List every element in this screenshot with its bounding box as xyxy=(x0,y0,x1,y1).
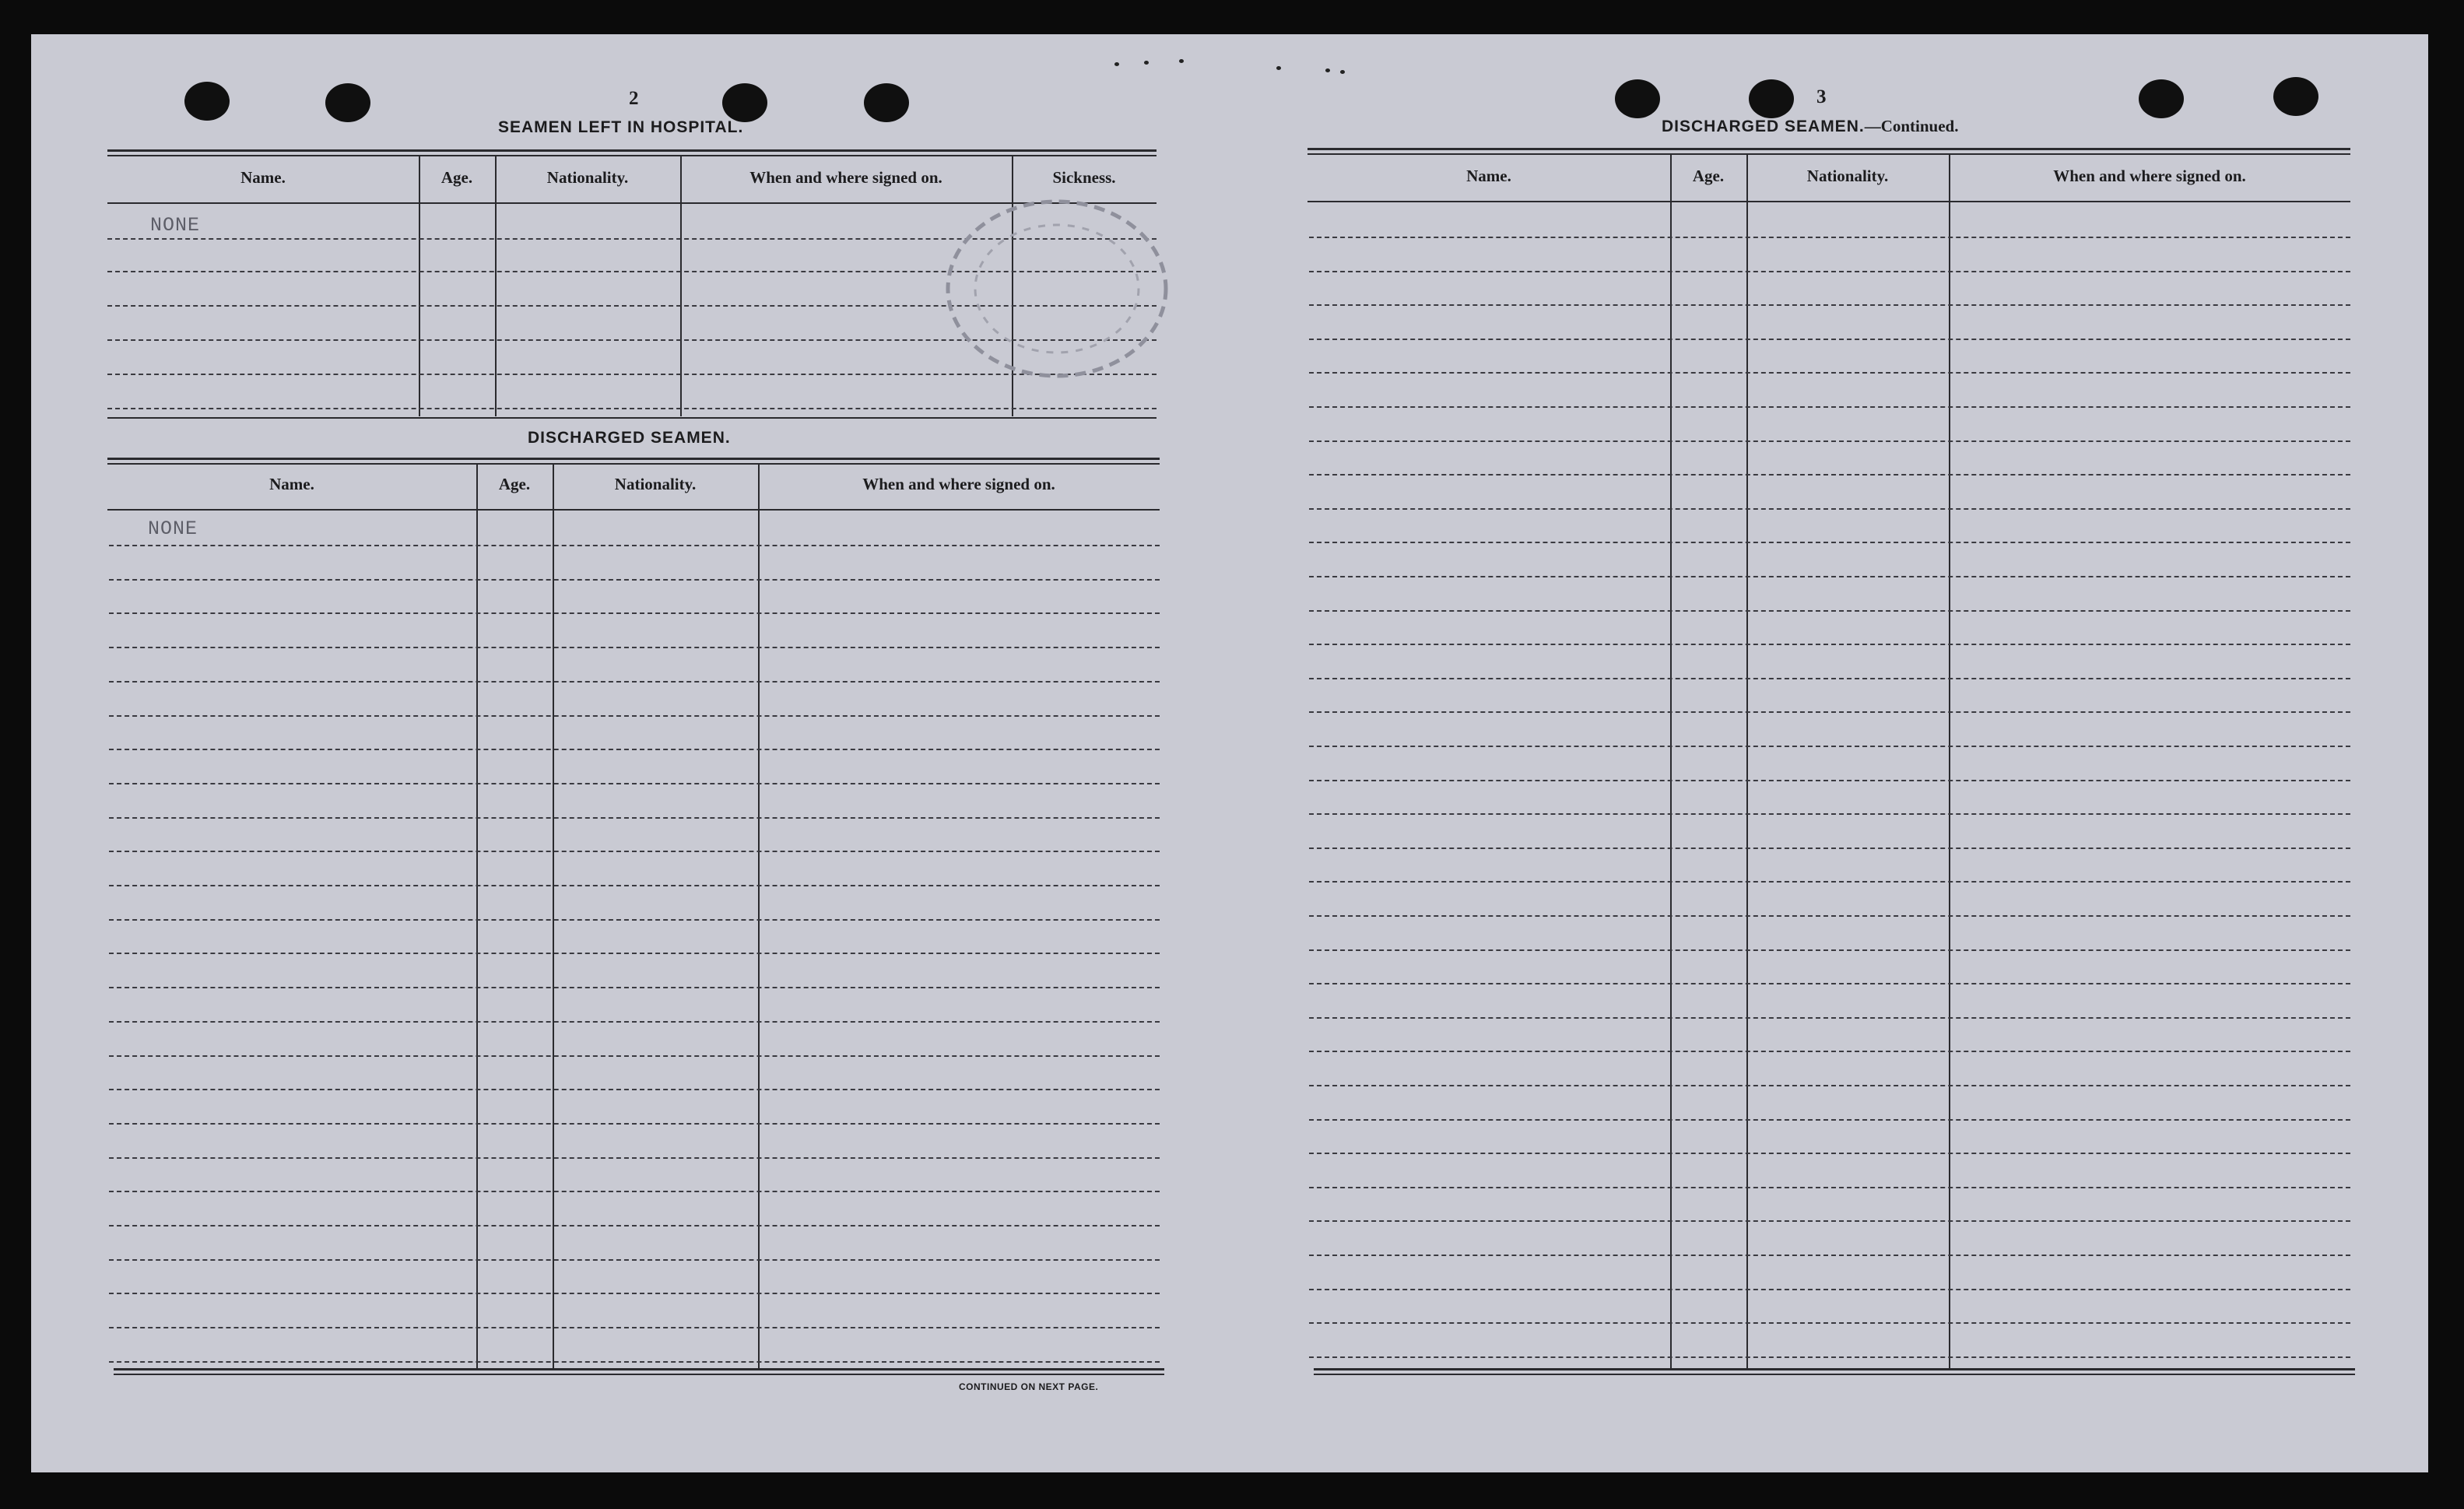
right-row-line xyxy=(1309,1153,2350,1154)
punch-hole xyxy=(864,83,909,122)
hospital-col-signed-on: When and where signed on. xyxy=(749,168,942,187)
discharged-row-line xyxy=(109,1225,1160,1227)
right-col-nationality: Nationality. xyxy=(1806,167,1889,185)
discharged-row-line xyxy=(109,817,1160,819)
discharged-col-name: Name. xyxy=(269,475,314,493)
ink-speck xyxy=(1276,66,1281,70)
right-row-line xyxy=(1309,1356,2350,1358)
hospital-section-title: SEAMEN LEFT IN HOSPITAL. xyxy=(498,118,744,136)
discharged-table-top-rule xyxy=(107,458,1160,460)
right-row-line xyxy=(1309,271,2350,272)
ink-speck xyxy=(1144,61,1149,65)
right-row-line xyxy=(1309,711,2350,713)
right-table-bottom-rule xyxy=(1314,1374,2355,1375)
discharged-row-line xyxy=(109,1055,1160,1057)
right-row-line xyxy=(1309,372,2350,374)
hospital-col-divider xyxy=(495,156,497,416)
hospital-col-age: Age. xyxy=(441,168,473,187)
right-row-line xyxy=(1309,678,2350,679)
right-header-rule xyxy=(1307,201,2350,202)
right-row-line xyxy=(1309,746,2350,747)
right-row-line xyxy=(1309,847,2350,849)
right-row-line xyxy=(1309,1085,2350,1086)
right-row-line xyxy=(1309,1220,2350,1222)
faint-circular-stamp xyxy=(940,191,1174,386)
discharged-col-nationality: Nationality. xyxy=(614,475,697,493)
discharged-col-signed-on: When and where signed on. xyxy=(862,475,1055,493)
discharged-col-divider xyxy=(476,464,478,1368)
continued-on-next-page: CONTINUED ON NEXT PAGE. xyxy=(959,1381,1099,1392)
right-row-line xyxy=(1309,780,2350,781)
right-row-line xyxy=(1309,508,2350,510)
discharged-section-title: DISCHARGED SEAMEN. xyxy=(528,429,731,447)
right-row-line xyxy=(1309,542,2350,543)
discharged-col-age: Age. xyxy=(498,475,531,493)
ink-speck xyxy=(1325,68,1330,72)
discharged-row-line xyxy=(109,612,1160,614)
hospital-col-divider xyxy=(419,156,420,416)
right-col-divider xyxy=(1949,154,1950,1368)
right-col-signed-on: When and where signed on. xyxy=(2053,167,2246,185)
discharged-col-divider xyxy=(758,464,760,1368)
discharged-row-line xyxy=(109,783,1160,784)
ledger-sheet xyxy=(31,34,2428,1472)
hospital-table-bottom-rule xyxy=(107,417,1157,419)
punch-hole xyxy=(1749,79,1794,118)
right-row-line xyxy=(1309,813,2350,815)
discharged-entry-none: NONE xyxy=(148,518,198,540)
right-table-bottom-rule xyxy=(1314,1368,2355,1370)
right-row-line xyxy=(1309,237,2350,238)
right-row-line xyxy=(1309,1187,2350,1188)
discharged-row-line xyxy=(109,1293,1160,1294)
discharged-row-line xyxy=(109,1259,1160,1261)
discharged-row-line xyxy=(109,987,1160,988)
discharged-row-line xyxy=(109,749,1160,750)
right-row-line xyxy=(1309,474,2350,476)
right-row-line xyxy=(1309,1017,2350,1019)
discharged-row-line xyxy=(109,1021,1160,1023)
right-col-divider xyxy=(1670,154,1672,1368)
ink-speck xyxy=(1340,70,1345,74)
right-col-divider xyxy=(1746,154,1748,1368)
right-row-line xyxy=(1309,1322,2350,1324)
hospital-col-name: Name. xyxy=(240,168,286,187)
hospital-table-top-rule xyxy=(107,149,1157,152)
right-row-line xyxy=(1309,1119,2350,1121)
page-number-left: 2 xyxy=(629,88,639,109)
punch-hole xyxy=(1615,79,1660,118)
discharged-continued-title-suffix: —Continued. xyxy=(1864,117,1959,135)
hospital-entry-none: NONE xyxy=(150,214,201,237)
right-col-name: Name. xyxy=(1466,167,1511,185)
right-row-line xyxy=(1309,1051,2350,1052)
punch-hole xyxy=(2273,77,2318,116)
discharged-row-line xyxy=(109,1327,1160,1328)
discharged-row-line xyxy=(109,885,1160,886)
discharged-row-line xyxy=(109,851,1160,852)
discharged-row-line xyxy=(109,545,1160,546)
discharged-table-bottom-rule xyxy=(114,1368,1164,1370)
right-row-line xyxy=(1309,610,2350,612)
discharged-table-bottom-rule xyxy=(114,1374,1164,1375)
discharged-row-line xyxy=(109,715,1160,717)
discharged-col-divider xyxy=(553,464,554,1368)
discharged-row-line xyxy=(109,1089,1160,1090)
right-table-top-rule xyxy=(1307,153,2350,155)
hospital-row-line xyxy=(107,408,1157,409)
hospital-col-divider xyxy=(680,156,682,416)
discharged-row-line xyxy=(109,1157,1160,1159)
right-row-line xyxy=(1309,339,2350,340)
right-row-line xyxy=(1309,915,2350,917)
right-row-line xyxy=(1309,576,2350,577)
discharged-table-top-rule xyxy=(107,463,1160,465)
punch-hole xyxy=(184,82,230,121)
punch-hole xyxy=(722,83,767,122)
discharged-row-line xyxy=(109,681,1160,683)
discharged-row-line xyxy=(109,1361,1160,1363)
right-row-line xyxy=(1309,440,2350,442)
punch-hole xyxy=(2139,79,2184,118)
right-col-age: Age. xyxy=(1692,167,1725,185)
hospital-col-nationality: Nationality. xyxy=(546,168,629,187)
right-row-line xyxy=(1309,304,2350,306)
discharged-row-line xyxy=(109,579,1160,581)
hospital-col-sickness: Sickness. xyxy=(1052,168,1116,187)
page-number-right: 3 xyxy=(1816,86,1827,107)
right-row-line xyxy=(1309,644,2350,645)
punch-hole xyxy=(325,83,370,122)
right-row-line xyxy=(1309,983,2350,984)
right-row-line xyxy=(1309,1289,2350,1290)
discharged-continued-title-main: DISCHARGED SEAMEN. xyxy=(1662,118,1865,135)
discharged-row-line xyxy=(109,919,1160,921)
right-row-line xyxy=(1309,881,2350,883)
ink-speck xyxy=(1114,62,1119,66)
hospital-table-top-rule xyxy=(107,155,1157,156)
right-row-line xyxy=(1309,406,2350,408)
discharged-continued-title xyxy=(1662,117,1958,136)
discharged-row-line xyxy=(109,1191,1160,1192)
right-row-line xyxy=(1309,1255,2350,1256)
right-row-line xyxy=(1309,949,2350,951)
discharged-row-line xyxy=(109,647,1160,648)
right-table-top-rule xyxy=(1307,148,2350,150)
discharged-header-rule xyxy=(107,509,1160,511)
discharged-row-line xyxy=(109,1123,1160,1125)
ink-speck xyxy=(1179,59,1184,63)
discharged-row-line xyxy=(109,953,1160,954)
